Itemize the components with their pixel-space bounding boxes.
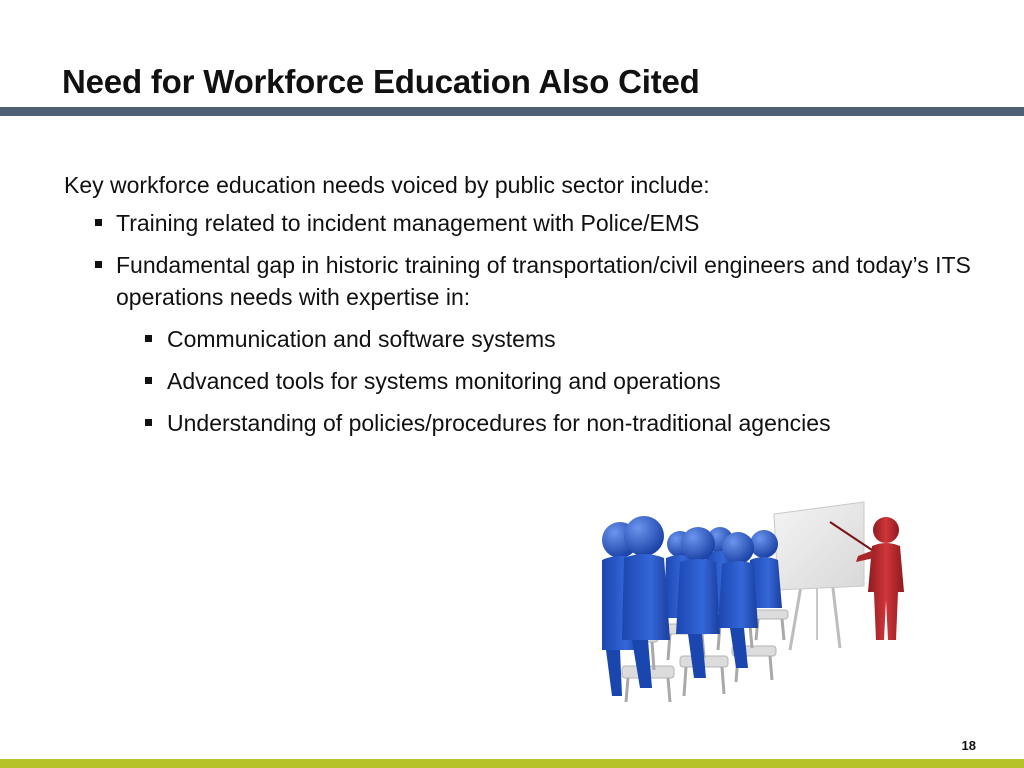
slide-body — [64, 169, 984, 449]
bullet-item — [64, 207, 984, 239]
square-bullet-icon — [145, 377, 152, 384]
bullet-list — [64, 207, 984, 439]
square-bullet-icon — [145, 335, 152, 342]
footer-divider — [0, 759, 1024, 768]
classroom-presentation-illustration — [602, 500, 944, 704]
bullet-text: Fundamental gap in historic training of transportation/civil engineers and today’s ITS operations needs with expertise in: — [116, 252, 971, 310]
square-bullet-icon — [95, 219, 102, 226]
square-bullet-icon — [95, 261, 102, 268]
intro-text: Key workforce education needs voiced by public sector include: — [64, 172, 710, 198]
sub-bullet-item — [64, 323, 984, 355]
sub-bullet-text: Communication and software systems — [167, 326, 556, 352]
square-bullet-icon — [145, 419, 152, 426]
bullet-text: Training related to incident management with Police/EMS — [116, 210, 700, 236]
sub-bullet-item — [64, 407, 984, 439]
sub-bullet-text: Understanding of policies/procedures for non-traditional agencies — [167, 410, 831, 436]
title-divider — [0, 107, 1024, 116]
sub-bullet-text: Advanced tools for systems monitoring and operations — [167, 368, 721, 394]
page-number: 18 — [961, 738, 976, 753]
whiteboard-easel — [774, 502, 864, 650]
bullet-item — [64, 249, 984, 313]
slide-title: Need for Workforce Education Also Cited — [62, 63, 700, 100]
sub-bullet-item — [64, 365, 984, 397]
